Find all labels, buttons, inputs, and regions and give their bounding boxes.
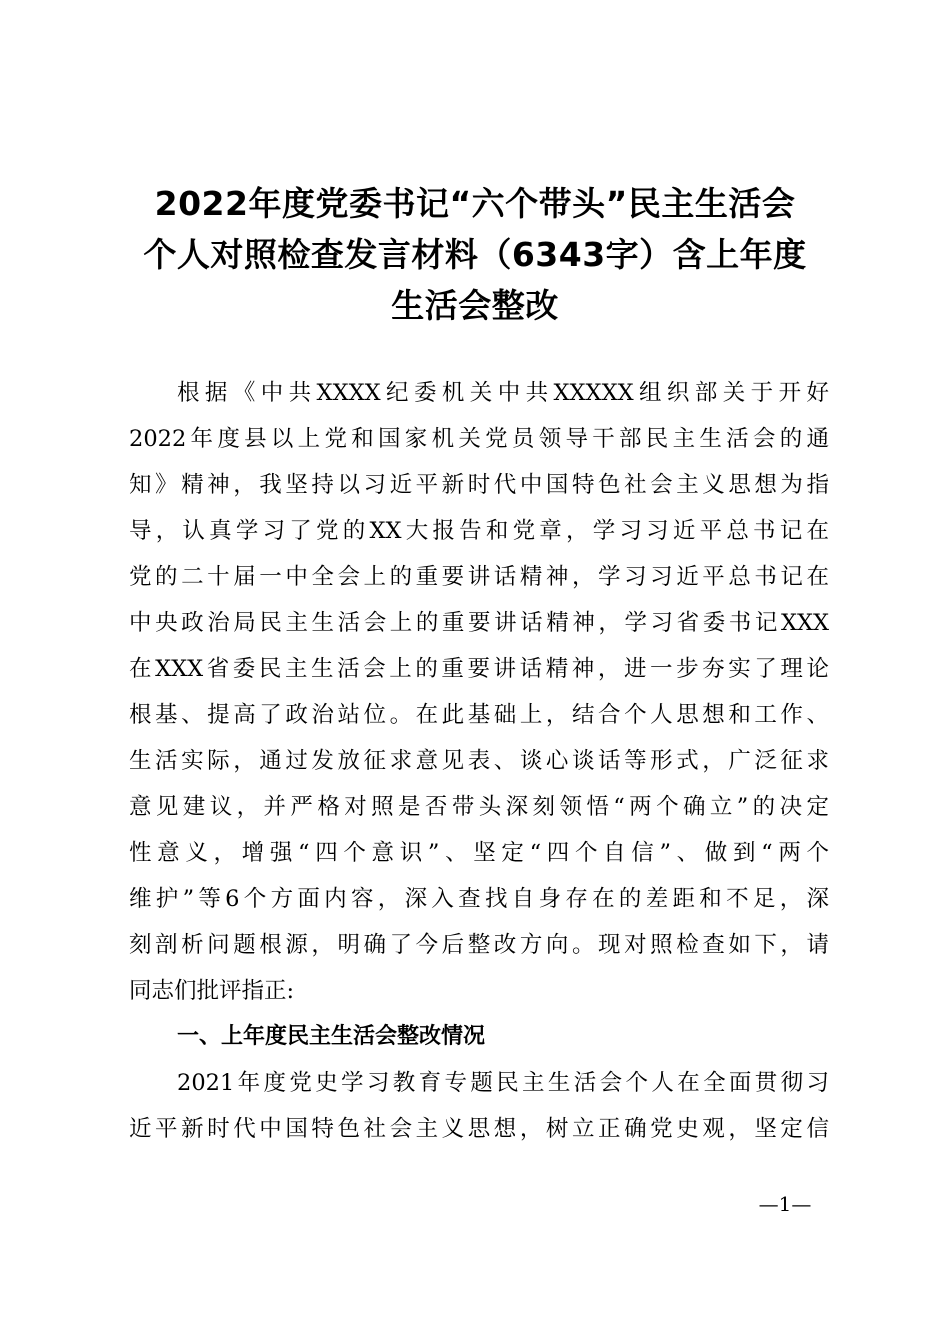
intro-paragraph-line: 生活实际，通过发放征求意见表、谈心谈话等形式，广泛征求: [129, 748, 829, 774]
section-heading: 一、上年度民主生活会整改情况: [177, 1024, 486, 1049]
section-paragraph-line: 近平新时代中国特色社会主义思想，树立正确党史观，坚定信: [129, 1116, 829, 1142]
intro-paragraph-line: 中央政治局民主生活会上的重要讲话精神，学习省委书记XXX: [129, 610, 829, 636]
intro-paragraph-line: 根据《中共XXXX纪委机关中共XXXXX组织部关于开好: [177, 380, 829, 406]
section-paragraph-line: 2021年度党史学习教育专题民主生活会个人在全面贯彻习: [177, 1070, 829, 1096]
title-line: 个人对照检查发言材料（6343字）含上年度: [143, 235, 807, 274]
page-number: —1—: [758, 1192, 812, 1216]
document-body: [129, 370, 829, 1152]
intro-paragraph-line: 同志们批评指正:: [129, 978, 295, 1004]
title-line: 生活会整改: [391, 286, 559, 325]
intro-paragraph-line: 2022年度县以上党和国家机关党员领导干部民主生活会的通: [129, 426, 829, 452]
intro-paragraph-line: 党的二十届一中全会上的重要讲话精神，学习习近平总书记在: [129, 564, 829, 590]
intro-paragraph-line: 刻剖析问题根源，明确了今后整改方向。现对照检查如下，请: [129, 932, 829, 958]
document-title: [100, 178, 850, 331]
intro-paragraph-line: 导，认真学习了党的XX大报告和党章，学习习近平总书记在: [129, 518, 829, 544]
intro-paragraph-line: 根基、提高了政治站位。在此基础上，结合个人思想和工作、: [129, 702, 829, 728]
intro-paragraph-line: 维护”等6个方面内容，深入查找自身存在的差距和不足，深: [129, 886, 829, 912]
intro-paragraph-line: 意见建议，并严格对照是否带头深刻领悟“两个确立”的决定: [129, 794, 829, 820]
intro-paragraph-line: 知》精神，我坚持以习近平新时代中国特色社会主义思想为指: [129, 472, 829, 498]
title-line: 2022年度党委书记“六个带头”民主生活会: [154, 184, 796, 223]
intro-paragraph-line: 性意义，增强“四个意识”、坚定“四个自信”、做到“两个: [129, 840, 829, 866]
intro-paragraph-line: 在XXX省委民主生活会上的重要讲话精神，进一步夯实了理论: [129, 656, 829, 682]
